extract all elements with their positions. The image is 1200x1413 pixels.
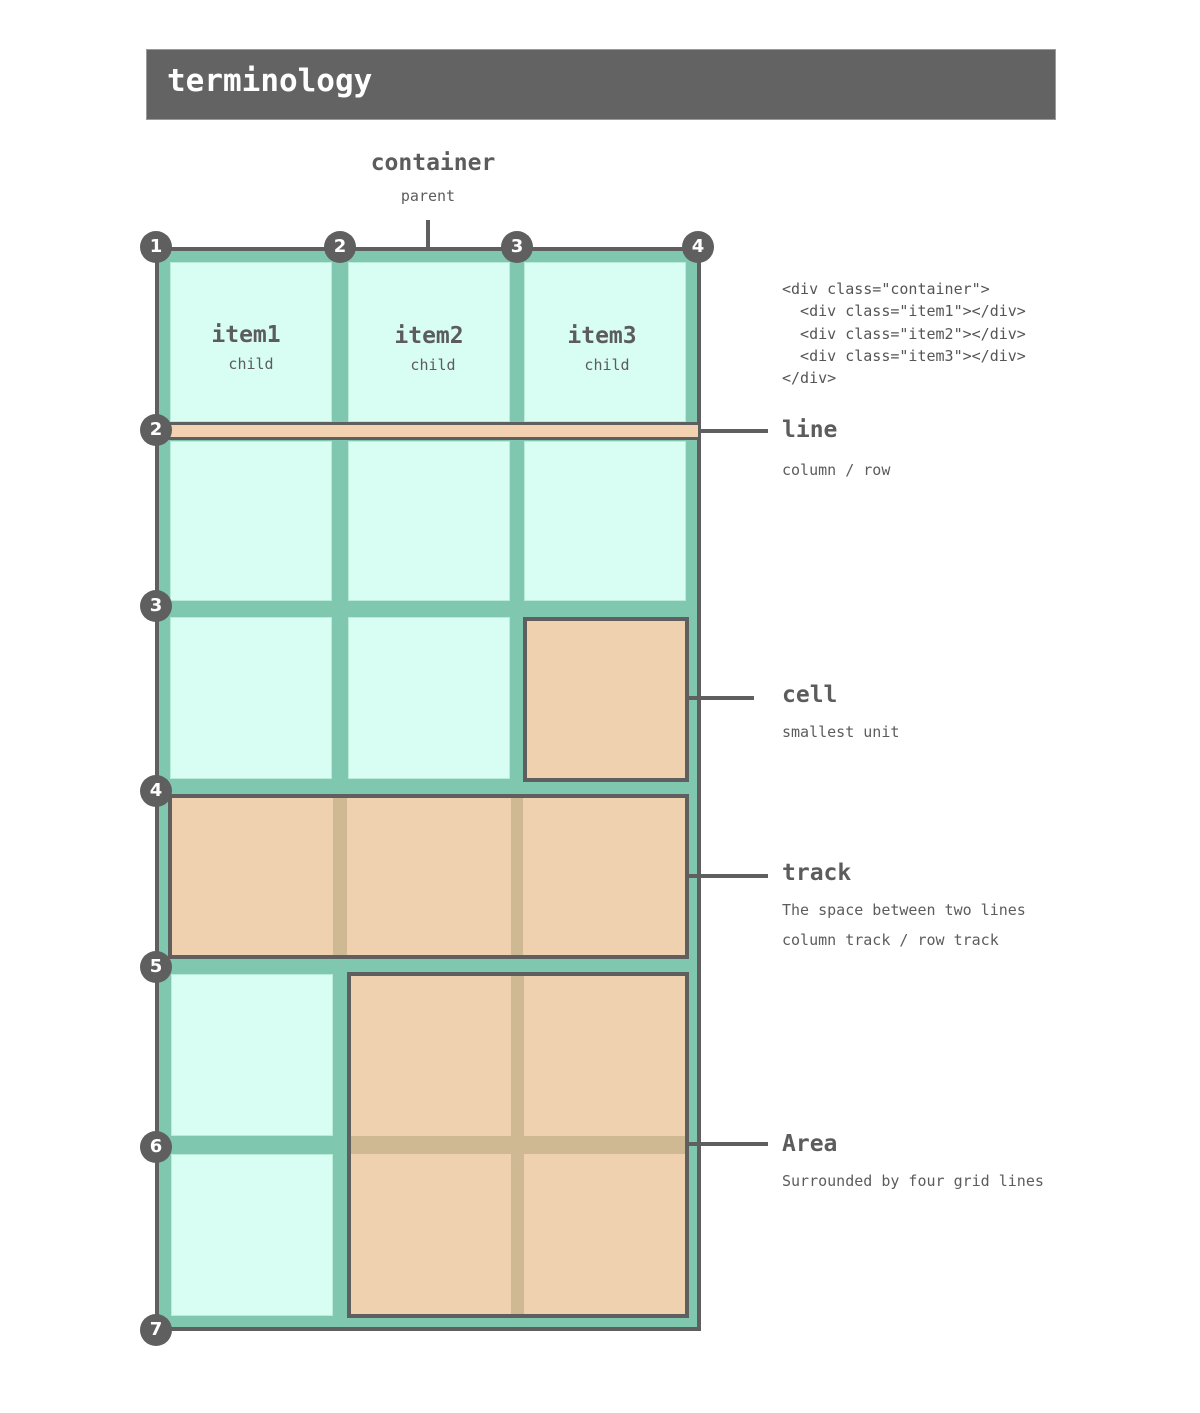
- grid-cell: [170, 617, 332, 779]
- html-code-sample: [782, 278, 1026, 389]
- grid-cell: [170, 441, 332, 601]
- term-track-desc-1: The space between two lines: [782, 901, 1026, 919]
- track-gutter: [333, 798, 347, 955]
- item1-sublabel: child: [228, 355, 274, 373]
- row-line-5-badge: 5: [140, 951, 172, 983]
- column-line-4-badge: 4: [682, 231, 714, 263]
- column-line-3-badge: 3: [501, 231, 533, 263]
- row-line-3-badge: 3: [140, 590, 172, 622]
- item1-label: item1: [211, 322, 281, 348]
- track-gutter: [511, 798, 523, 955]
- code-line: <div class="container">: [782, 280, 990, 298]
- code-line: <div class="item2"></div>: [782, 324, 1026, 343]
- area-gutter-horizontal: [351, 1136, 685, 1154]
- grid-cell: [524, 441, 686, 601]
- area-leader: [688, 1142, 768, 1146]
- track-leader: [688, 874, 768, 878]
- term-line-desc: column / row: [782, 461, 891, 479]
- grid-cell: [348, 617, 510, 779]
- cell-highlight: [523, 617, 689, 782]
- column-line-1-badge: 1: [140, 231, 172, 263]
- code-line: <div class="item1"></div>: [782, 302, 1026, 321]
- grid-cell: [171, 1154, 333, 1316]
- line-leader: [701, 429, 768, 433]
- grid-cell: [348, 441, 510, 601]
- term-cell-desc: smallest unit: [782, 723, 900, 741]
- container-leader-line: [426, 220, 430, 249]
- term-track-title: track: [782, 860, 852, 886]
- item2-label: item2: [394, 323, 464, 349]
- container-label: container: [370, 150, 496, 176]
- item2-sublabel: child: [410, 356, 456, 374]
- grid-cell: [171, 974, 333, 1136]
- row-line-4-badge: 4: [140, 775, 172, 807]
- cell-leader: [688, 696, 754, 700]
- term-area-desc: Surrounded by four grid lines: [782, 1172, 1044, 1190]
- term-track-desc-2: column track / row track: [782, 931, 999, 949]
- column-line-2-badge: 2: [324, 231, 356, 263]
- track-highlight: [168, 794, 689, 959]
- row-line-7-badge: 7: [140, 1314, 172, 1346]
- item3-label: item3: [567, 323, 637, 349]
- row-line-highlight: [157, 422, 701, 440]
- item3-sublabel: child: [584, 356, 630, 374]
- page-title: terminology: [167, 63, 373, 99]
- container-sublabel: parent: [400, 187, 456, 205]
- row-line-6-badge: 6: [140, 1131, 172, 1163]
- title-banner: [146, 49, 1056, 120]
- term-line-title: line: [782, 417, 838, 443]
- code-line: </div>: [782, 369, 837, 388]
- term-cell-title: cell: [782, 682, 838, 708]
- code-line: <div class="item3"></div>: [782, 346, 1026, 365]
- row-line-2-badge: 2: [140, 414, 172, 446]
- term-area-title: Area: [782, 1131, 838, 1157]
